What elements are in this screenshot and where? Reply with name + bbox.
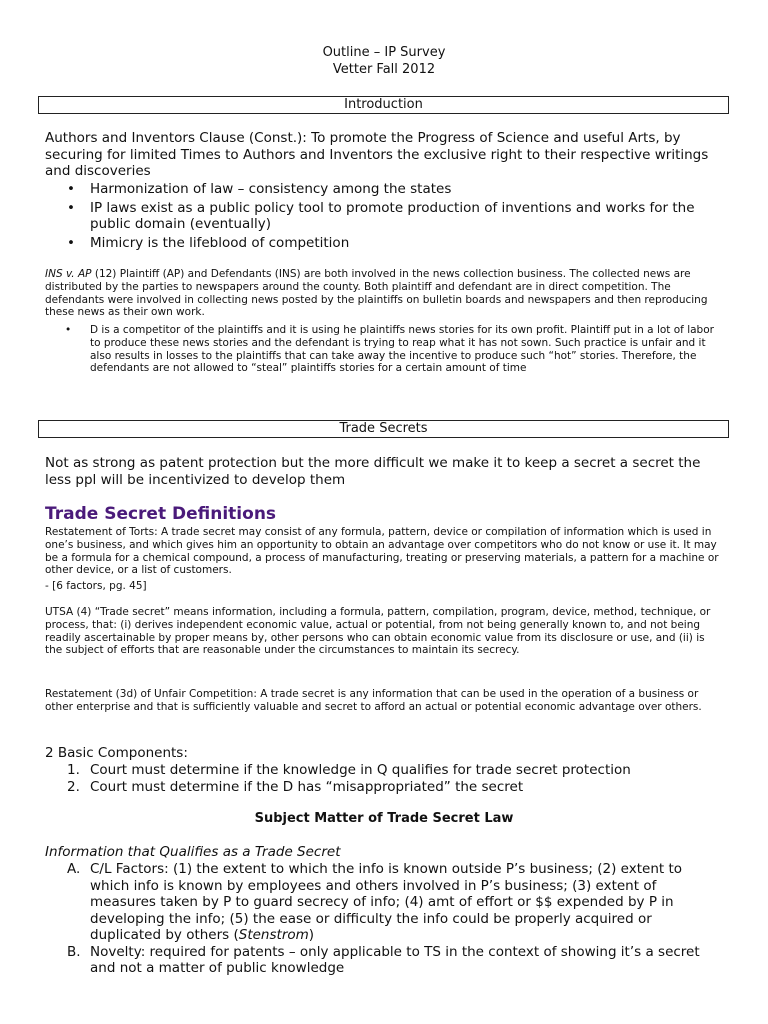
definition-note: - [6 factors, pg. 45] xyxy=(45,580,147,592)
list-item: • Harmonization of law – consistency among the states xyxy=(45,181,725,198)
document-title: Outline – IP Survey xyxy=(322,45,446,60)
definition-utsa: UTSA (4) “Trade secret” means information, including a formula, pattern, compilation, program, device, method, technique, or process, that: (i) derives independent economic value, actual or potential, from not being generally known to, and not being readily ascertainable by proper means by, other persons who can obtain economic value from its disclosure or use, and (ii) is the subject of efforts that are reasonable under the circumstances to maintain its secrecy. xyxy=(45,606,711,657)
document-subtitle: Vetter Fall 2012 xyxy=(332,62,436,77)
section-header-trade-secrets: Trade Secrets xyxy=(38,420,729,438)
list-item: 1. Court must determine if the knowledge in Q qualifies for trade secret protection xyxy=(67,762,631,778)
case-ins-v-ap xyxy=(45,268,725,319)
heading-trade-secret-definitions: Trade Secret Definitions xyxy=(45,504,277,524)
list-item: • IP laws exist as a public policy tool to promote production of inventions and works for the public domain (eventually) xyxy=(45,200,725,233)
case-name: INS v. AP xyxy=(45,268,92,280)
list-item: B. Novelty: required for patents – only applicable to TS in the context of showing it’s a secret and not a matter of public knowledge xyxy=(67,943,700,976)
basic-components-list xyxy=(45,762,725,795)
list-item: 2. Court must determine if the D has “misappropriated” the secret xyxy=(67,778,524,795)
authors-inventors-clause: Authors and Inventors Clause (Const.): To promote the Progress of Science and useful Arts, by securing for limited Times to Authors and Inventors the exclusive right to their respective writings and discoveries xyxy=(45,130,709,179)
heading-subject-matter: Subject Matter of Trade Secret Law xyxy=(254,811,514,826)
trade-secrets-intro: Not as strong as patent protection but the more difficult we make it to keep a secret a secret the less ppl will be incentivized to develop them xyxy=(45,455,701,488)
qualification-list xyxy=(45,861,725,977)
case-text: (12) Plaintiff (AP) and Defendants (INS) are both involved in the news collection business. The collected news are distributed by the parties to newspapers around the county. Both plaintiff and defendant are in direct competition. The defendants were involved in collecting news posted by the plaintiffs on bulletin boards and newspapers and then reproducing these news as their own work. xyxy=(45,268,708,319)
definition-restatement-torts: Restatement of Torts: A trade secret may consist of any formula, pattern, device or compilation of information which is used in one’s business, and which gives him an opportunity to obtain an advantage over competitors who do not know or use it. It may be a formula for a chemical compound, a process of manufacturing, treating or preserving materials, a pattern for a machine or other device, or a list of customers. xyxy=(45,526,719,577)
list-item: • D is a competitor of the plaintiffs and it is using he plaintiffs news stories for its own profit. Plaintiff put in a lot of labor to produce these news stories and the defendant is trying to reap what it has not sown. Such practice is unfair and it also results in losses to the plaintiffs that can take away the incentive to produce such “hot” stories. Therefore, the defendants are not allowed to “steal” plaintiffs stories for a certain amount of time xyxy=(45,324,725,375)
info-qualifies-heading: Information that Qualifies as a Trade Secret xyxy=(45,844,341,860)
section-header-introduction: Introduction xyxy=(38,96,729,114)
definition-restatement-3d: Restatement (3d) of Unfair Competition: A trade secret is any information that can be used in the operation of a business or other enterprise and that is sufficiently valuable and secret to afford an actual or potential economic advantage over others. xyxy=(45,688,702,713)
list-item: A. C/L Factors: (1) the extent to which the info is known outside P’s business; (2) extent to which info is known by employees and others involved in P’s business; (3) extent of measures taken by P to guard secrecy of info; (4) amt of effort or $$ expended by P in developing the info; (5) the ease or difficulty the info could be properly acquired or duplicated by others (Stenstrom) xyxy=(67,861,683,943)
case-bullet-list xyxy=(45,324,725,375)
list-item: • Mimicry is the lifeblood of competition xyxy=(45,235,725,252)
basic-components-label: 2 Basic Components: xyxy=(45,745,188,761)
intro-bullet-list xyxy=(45,181,725,253)
